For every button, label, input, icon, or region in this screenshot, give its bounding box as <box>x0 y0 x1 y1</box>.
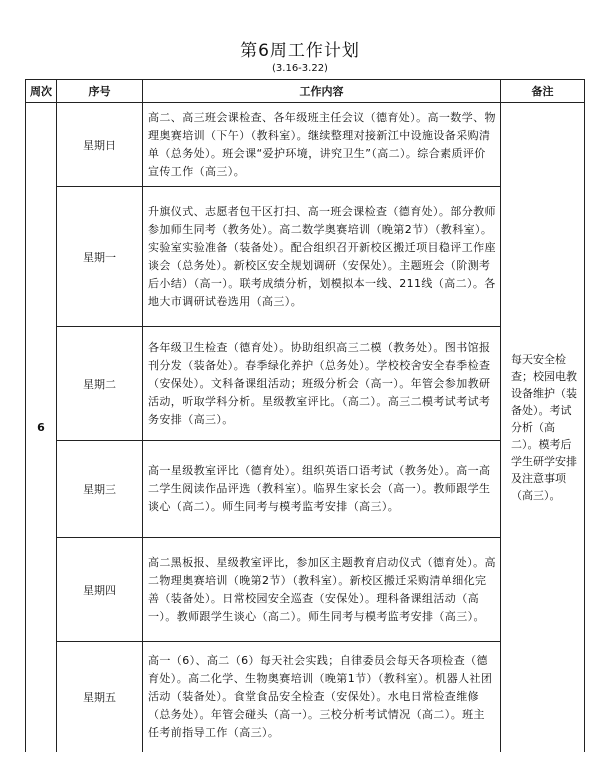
page-title: 第6周工作计划 <box>240 41 360 61</box>
table-row <box>26 103 585 187</box>
day-label: 星期三 <box>57 441 143 538</box>
day-label: 星期二 <box>57 327 143 441</box>
day-label: 星期日 <box>57 103 143 187</box>
day-content: 高一（6）、高二（6）每天社会实践；自律委员会每天各项检查（德育处）。高二化学、生物奥赛培训（晚第1节）（教科室）。机器人社团活动（装备处）。食堂食品安全检查（安保处）。水电日常检查维修（总务处）。年管会碰头（高一）。三校分析考试情况（高二）。班主任考前指导工作（高三）。 <box>143 642 501 752</box>
day-content: 高二、高三班会课检查、各年级班主任会议（德育处）。高一数学、物理奥赛培训（下午）（教科室）。继续整理对接新江中设施设备采购清单（总务处）。班会课“爱护环境，讲究卫生”（高二）。综合素质评价宣传工作（高三）。 <box>143 103 501 187</box>
date-range: (3.16-3.22) <box>272 63 328 74</box>
notes-cell: 每天安全检查；校园电教设备维护（装备处）。考试分析（高二）。模考后学生研学安排及注意事项（高三）。 <box>501 103 585 752</box>
day-content: 高二黑板报、星级教室评比，参加区主题教育启动仪式（德育处）。高二物理奥赛培训（晚第2节）（教科室）。新校区搬迁采购清单细化完善（装备处）。日常校园安全巡查（安保处）。理科备课组活动（高一）。教师跟学生谈心（高二）。师生同考与模考监考安排（高三）。 <box>143 538 501 642</box>
day-content: 升旗仪式、志愿者包干区打扫、高一班会课检查（德育处）。部分教师参加师生同考（教务处）。高二数学奥赛培训（晚第2节）（教科室）。实验室实验准备（装备处）。配合组织召开新校区搬迁项目稳评工作座谈会（总务处）。新校区安全规划调研（安保处）。主题班会（阶测考后小结）（高一）。联考成绩分析，划模拟本一线、211线（高二）。各地大市调研试卷选用（高三）。 <box>143 187 501 327</box>
header-content: 工作内容 <box>143 80 501 103</box>
header-notes: 备注 <box>501 80 585 103</box>
header-row <box>26 80 585 103</box>
header-seq: 序号 <box>57 80 143 103</box>
week-number: 6 <box>26 103 57 752</box>
day-content: 高一星级教室评比（德育处）。组织英语口语考试（教务处）。高一高二学生阅读作品评选（教科室）。临界生家长会（高一）。教师跟学生谈心（高二）。师生同考与模考监考安排（高三）。 <box>143 441 501 538</box>
work-plan-table <box>25 79 585 752</box>
day-label: 星期五 <box>57 642 143 752</box>
day-label: 星期四 <box>57 538 143 642</box>
header-week: 周次 <box>26 80 57 103</box>
day-label: 星期一 <box>57 187 143 327</box>
day-content: 各年级卫生检查（德育处）。协助组织高三二模（教务处）。图书馆报刊分发（装备处）。春季绿化养护（总务处）。学校校舍安全春季检查（安保处）。文科备课组活动；班级分析会（高一）。年管会参加教研活动，听取学科分析。星级教室评比。（高二）。高三二模考试考试考务安排（高三）。 <box>143 327 501 441</box>
